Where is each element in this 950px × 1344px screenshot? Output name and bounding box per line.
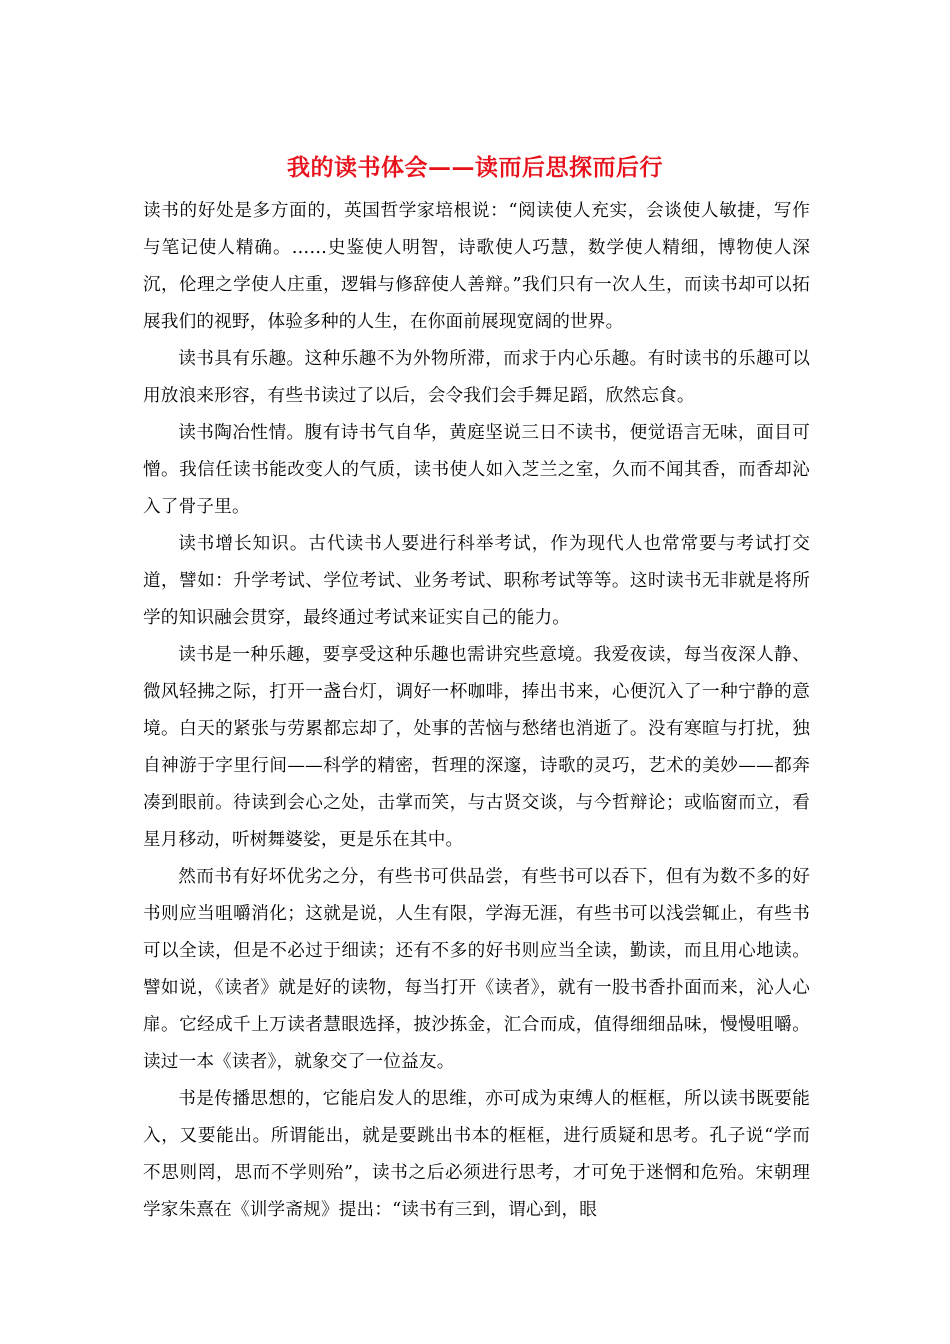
paragraph-6: 然而书有好坏优劣之分，有些书可供品尝，有些书可以吞下，但有为数不多的好书则应当咀嚼消化；这就是说，人生有限，学海无涯，有些书可以浅尝辄止，有些书可以全读，但是不必过于细读；还有不多的好书则应当全读，勤读，而且用心地读。譬如说，《读者》就是好的读物，每当打开《读者》，就有一股书香扑面而来，沁人心扉。它经成千上万读者慧眼选择，披沙拣金，汇合而成，值得细细品味，慢慢咀嚼。读过一本《读者》，就象交了一位益友。: [143, 867, 810, 1072]
paragraph-7: 书是传播思想的，它能启发人的思维，亦可成为束缚人的框框，所以读书既要能入，又要能出。所谓能出，就是要跳出书本的框框，进行质疑和思考。孔子说“学而不思则罔，思而不学则殆”，读书之后必须进行思考，才可免于迷惘和危殆。宋朝理学家朱熹在《训学斋规》提出：“读书有三到，谓心到，眼: [143, 1089, 810, 1220]
paragraph-3: 读书陶冶性情。腹有诗书气自华，黄庭坚说三日不读书，便觉语言无味，面目可憎。我信任读书能改变人的气质，读书使人如入芝兰之室，久而不闻其香，而香却沁入了骨子里。: [143, 423, 810, 517]
paragraph-4: 读书增长知识。古代读书人要进行科举考试，作为现代人也常常要与考试打交道，譬如：升学考试、学位考试、业务考试、职称考试等等。这时读书无非就是将所学的知识融会贯穿，最终通过考试来证实自己的能力。: [143, 534, 810, 628]
paragraph-2: 读书具有乐趣。这种乐趣不为外物所滞，而求于内心乐趣。有时读书的乐趣可以用放浪来形容，有些书读过了以后，会令我们会手舞足蹈，欣然忘食。: [143, 349, 810, 406]
paragraph-5: 读书是一种乐趣，要享受这种乐趣也需讲究些意境。我爱夜读，每当夜深人静、微风轻拂之际，打开一盏台灯，调好一杯咖啡，捧出书来，心便沉入了一种宁静的意境。白天的紧张与劳累都忘却了，处事的苦恼与愁绪也消逝了。没有寒暄与打扰，独自神游于字里行间——科学的精密，哲理的深邃，诗歌的灵巧，艺术的美妙——都奔凑到眼前。待读到会心之处，击掌而笑，与古贤交谈，与今哲辩论；或临窗而立，看星月移动，听树舞婆娑，更是乐在其中。: [143, 645, 810, 850]
paragraph-1: 读书的好处是多方面的，英国哲学家培根说：“阅读使人充实，会谈使人敏捷，写作与笔记使人精确。……史鉴使人明智，诗歌使人巧慧，数学使人精细，博物使人深沉，伦理之学使人庄重，逻辑与修辞使人善辩。”我们只有一次人生，而读书却可以拓展我们的视野，体验多种的人生，在你面前展现宽阔的世界。: [143, 201, 810, 332]
document-title: 我的读书体会——读而后思探而后行: [287, 154, 663, 181]
document-body: [143, 193, 810, 1229]
